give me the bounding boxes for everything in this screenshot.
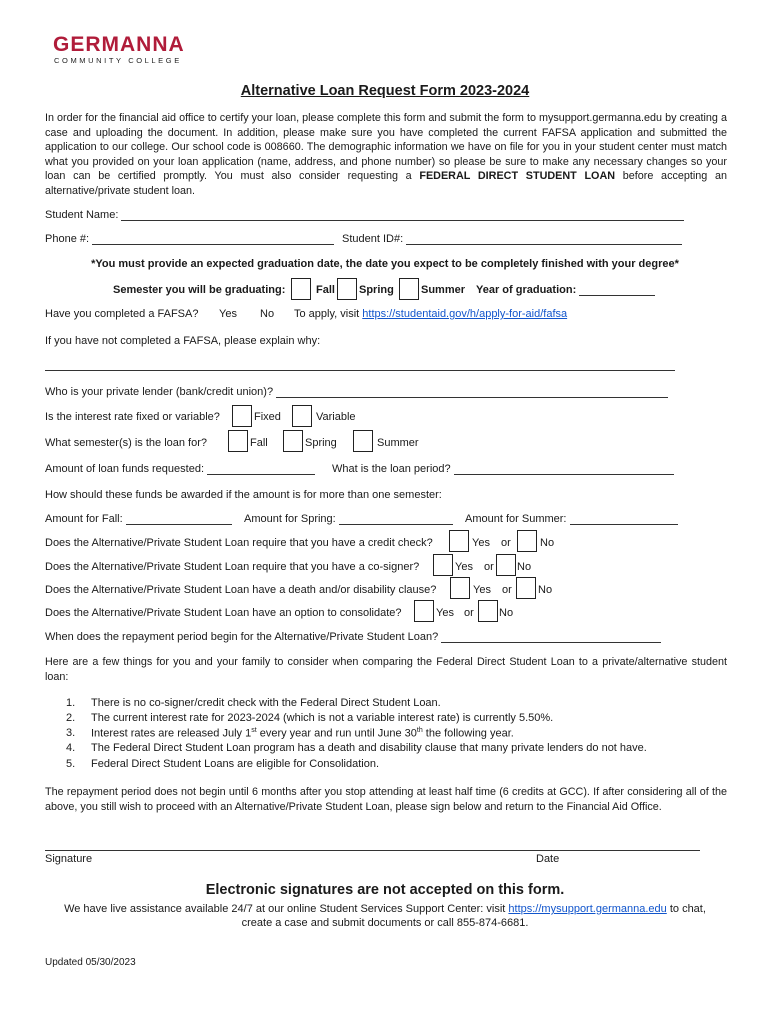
support-link[interactable]: https://mysupport.germanna.edu (508, 903, 667, 915)
list-item-number: 3. (66, 727, 76, 739)
list-item (91, 727, 514, 740)
list-item-sup: th (416, 727, 423, 734)
consider-paragraph: Here are a few things for you and your family to consider when comparing the Federal Direct Student Loan to a private/alternative student loan: (45, 656, 727, 683)
loan-spring-checkbox[interactable] (283, 430, 303, 452)
student-id-field[interactable] (406, 233, 682, 245)
grad-spring-label: Spring (359, 284, 394, 296)
esignature-notice: Electronic signatures are not accepted on this form. (205, 882, 565, 898)
fafsa-no-option[interactable]: No (260, 308, 275, 320)
intro-bold-text: FEDERAL DIRECT STUDENT LOAN (419, 170, 616, 183)
credit-check-no-label: No (540, 537, 555, 549)
rate-fixed-label: Fixed (254, 411, 281, 423)
student-name-label: Student Name: (45, 209, 119, 221)
fafsa-explain-label: If you have not completed a FAFSA, please explain why: (45, 335, 321, 347)
date-label: Date (536, 853, 560, 865)
grad-spring-checkbox[interactable] (337, 278, 357, 300)
cosigner-yes-checkbox[interactable] (433, 554, 453, 576)
fafsa-yes-option[interactable]: Yes (219, 308, 237, 320)
amount-requested-field[interactable] (207, 463, 315, 475)
student-name-row (45, 209, 684, 221)
assist-line-2: create a case and submit documents or call 855-874-6681. (241, 917, 529, 929)
loan-fall-label: Fall (250, 437, 268, 449)
list-item-number: 2. (66, 712, 76, 724)
fafsa-question: Have you completed a FAFSA? (45, 308, 199, 320)
consolidate-no-checkbox[interactable] (478, 600, 498, 622)
grad-summer-label: Summer (421, 284, 466, 296)
amount-summer-field[interactable] (570, 513, 678, 525)
fafsa-apply-link[interactable]: https://studentaid.gov/h/apply-for-aid/fafsa (362, 308, 568, 320)
award-question: How should these funds be awarded if the amount is for more than one semester: (45, 489, 442, 501)
grad-fall-checkbox[interactable] (291, 278, 311, 300)
graduation-year-field[interactable] (579, 284, 655, 296)
death-clause-yes-label: Yes (473, 584, 491, 596)
intro-text: In order for the financial aid office to certify your loan, please complete this form and submit the form to mysupport.germanna.edu by creating a case and uploading the document. In addition, please make sure you have completed the current FAFSA application and submitted the application to our college. Our school code is 008660. The demographic information we have on file for you in your student center must match what you provided on your loan application (name, address, and phone number) so please be sure to make any necessary changes so your loan can be certified promptly. You must also consider requesting a (45, 112, 727, 183)
list-item: The current interest rate for 2023-2024 (which is not a variable interest rate) is currently 5.50%. (91, 712, 554, 724)
loan-semester-question: What semester(s) is the loan for? (45, 437, 208, 449)
repayment-paragraph: The repayment period does not begin until 6 months after you stop attending at least half time (6 credits at GCC). If after considering all of the above, you still wish to proceed with an Alternative/Private Student Loan, please sign below and return to the Financial Aid Office. (45, 786, 727, 813)
consolidate-or: or (464, 607, 474, 619)
amount-summer-row (465, 513, 678, 525)
amount-fall-row (45, 513, 232, 525)
credit-check-question: Does the Alternative/Private Student Loan require that you have a credit check? (45, 537, 433, 549)
amount-requested-row (45, 463, 315, 475)
amount-spring-row (244, 513, 453, 525)
private-lender-row (45, 386, 668, 398)
loan-summer-label: Summer (377, 437, 419, 449)
credit-check-no-checkbox[interactable] (517, 530, 537, 552)
college-logo: GERMANNA (53, 33, 185, 56)
signature-label: Signature (45, 853, 93, 865)
list-item: Federal Direct Student Loans are eligible for Consolidation. (91, 758, 379, 770)
student-name-field[interactable] (121, 209, 684, 221)
amount-spring-field[interactable] (339, 513, 453, 525)
graduation-year-label: Year of graduation: (476, 284, 577, 296)
consolidate-yes-checkbox[interactable] (414, 600, 434, 622)
consolidate-question: Does the Alternative/Private Student Loan have an option to consolidate? (45, 607, 402, 619)
rate-fixed-checkbox[interactable] (232, 405, 252, 427)
semester-graduating-label: Semester you will be graduating: (113, 284, 286, 296)
credit-check-or: or (501, 537, 511, 549)
fafsa-explain-field[interactable] (45, 360, 675, 371)
fafsa-apply-row (294, 308, 567, 320)
amount-requested-label: Amount of loan funds requested: (45, 463, 204, 475)
death-clause-no-label: No (538, 584, 553, 596)
list-item: There is no co-signer/credit check with the Federal Direct Student Loan. (91, 697, 441, 709)
phone-row (45, 233, 334, 245)
list-item-sup: st (251, 727, 257, 734)
list-item-text: every year and run until June 30 (256, 727, 417, 740)
assist-text: We have live assistance available 24/7 at our online Student Services Support Center: visit (64, 903, 509, 915)
consolidate-no-label: No (499, 607, 514, 619)
cosigner-no-checkbox[interactable] (496, 554, 516, 576)
grad-summer-checkbox[interactable] (399, 278, 419, 300)
fafsa-apply-text: To apply, visit (294, 308, 360, 320)
form-title: Alternative Loan Request Form 2023-2024 (240, 83, 530, 99)
rate-variable-label: Variable (316, 411, 356, 423)
intro-tail-text: before accepting an alternative/private student loan. (45, 170, 727, 197)
loan-fall-checkbox[interactable] (228, 430, 248, 452)
private-lender-label: Who is your private lender (bank/credit union)? (45, 386, 274, 398)
rate-variable-checkbox[interactable] (292, 405, 312, 427)
loan-period-field[interactable] (454, 463, 674, 475)
student-id-label: Student ID#: (342, 233, 404, 245)
list-item-text: the following year. (422, 727, 514, 740)
list-item-text: Interest rates are released July 1 (91, 727, 252, 740)
interest-rate-question: Is the interest rate fixed or variable? (45, 411, 220, 423)
amount-fall-label: Amount for Fall: (45, 513, 123, 525)
phone-field[interactable] (92, 233, 334, 245)
credit-check-yes-checkbox[interactable] (449, 530, 469, 552)
list-item: The Federal Direct Student Loan program has a death and disability clause that many private lenders do not have. (91, 742, 647, 754)
intro-paragraph (45, 111, 727, 199)
list-item-number: 5. (66, 758, 76, 770)
loan-period-row (332, 463, 674, 475)
cosigner-question: Does the Alternative/Private Student Loan require that you have a co-signer? (45, 561, 420, 573)
repayment-label: When does the repayment period begin for the Alternative/Private Student Loan? (45, 631, 439, 643)
assist-line-1 (0, 903, 770, 915)
grad-fall-label: Fall (316, 284, 335, 296)
updated-date: Updated 05/30/2023 (45, 957, 136, 968)
amount-summer-label: Amount for Summer: (465, 513, 567, 525)
student-id-row (342, 233, 682, 245)
list-item-number: 1. (66, 697, 76, 709)
death-clause-yes-checkbox[interactable] (450, 577, 470, 599)
college-logo-subtitle: COMMUNITY COLLEGE (54, 56, 182, 65)
private-lender-field[interactable] (276, 386, 668, 398)
amount-spring-label: Amount for Spring: (244, 513, 336, 525)
graduation-year-row (476, 284, 655, 296)
loan-spring-label: Spring (305, 437, 337, 449)
cosigner-yes-label: Yes (455, 561, 473, 573)
loan-period-label: What is the loan period? (332, 463, 451, 475)
list-item-number: 4. (66, 742, 76, 754)
death-clause-no-checkbox[interactable] (516, 577, 536, 599)
consolidate-yes-label: Yes (436, 607, 454, 619)
assist-text-tail: to chat, (666, 903, 706, 915)
repayment-row (45, 631, 661, 643)
signature-line[interactable] (45, 850, 700, 851)
repayment-field[interactable] (441, 631, 661, 643)
graduation-note: *You must provide an expected graduation date, the date you expect to be completely finished with your degree* (91, 258, 679, 270)
amount-fall-field[interactable] (126, 513, 232, 525)
credit-check-yes-label: Yes (472, 537, 490, 549)
loan-summer-checkbox[interactable] (353, 430, 373, 452)
death-clause-question: Does the Alternative/Private Student Loan have a death and/or disability clause? (45, 584, 437, 596)
cosigner-no-label: No (517, 561, 532, 573)
death-clause-or: or (502, 584, 512, 596)
phone-label: Phone #: (45, 233, 90, 245)
cosigner-or: or (484, 561, 494, 573)
